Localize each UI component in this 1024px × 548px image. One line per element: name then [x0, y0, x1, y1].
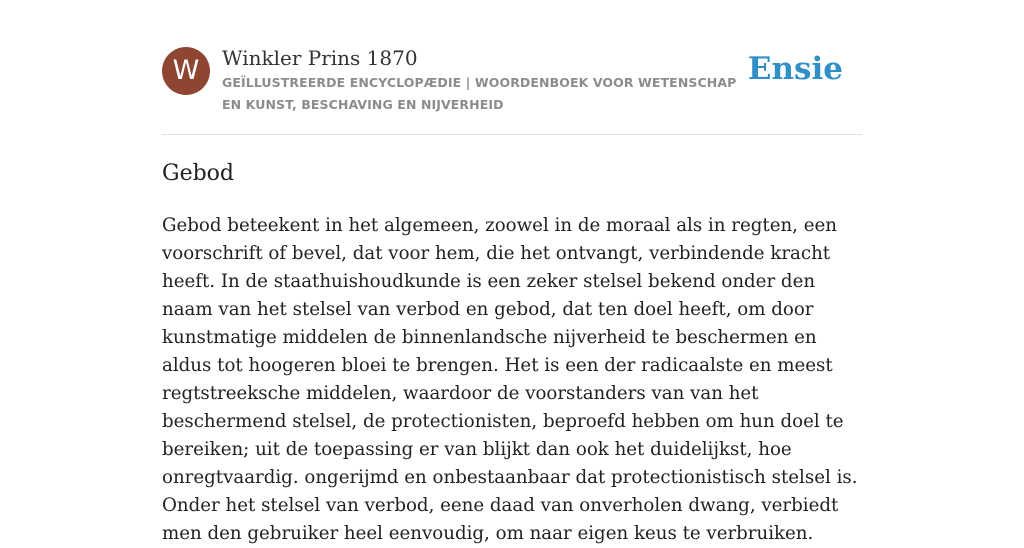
entry-title: Gebod: [162, 161, 235, 186]
source-subtitle: GEÏLLUSTREERDE ENCYCLOPÆDIE | WOORDENBOEK VOOR WETENSCHAP EN KUNST, BESCHAVING EN NIJVERHEID: [222, 75, 737, 112]
source-avatar: W: [162, 47, 210, 95]
source-header: [162, 45, 862, 135]
ensie-logo[interactable]: Ensie: [747, 51, 843, 87]
entry-body: Gebod beteekent in het algemeen, zoowel in de moraal als in regten, een voorschrift of bevel, dat voor hem, die het ontvangt, verbindende kracht heeft. In de staathuishoudkunde is een zeker stelsel bekend onder den naam van het stelsel van verbod en gebod, dat ten doel heeft, om door kunstmatige middelen de binnenlandsche nijverheid te beschermen en aldus tot hoogeren bloei te brengen. Het is een der radicaalste en meest regtstreeksche middelen, waardoor de voorstanders van van het beschermend stelsel, de protectionisten, beproefd hebben om hun doel te bereiken; uit de toepassing er van blijkt dan ook het duidelijkst, hoe onregtvaardig. ongerijmd en onbestaanbaar dat protectionistisch stelsel is. Onder het stelsel van verbod, eene daad van onverholen dwang, verbiedt men den gebruiker heel eenvoudig, om naar eigen keus te verbruiken.: [162, 215, 858, 544]
source-title[interactable]: Winkler Prins 1870: [222, 46, 418, 70]
